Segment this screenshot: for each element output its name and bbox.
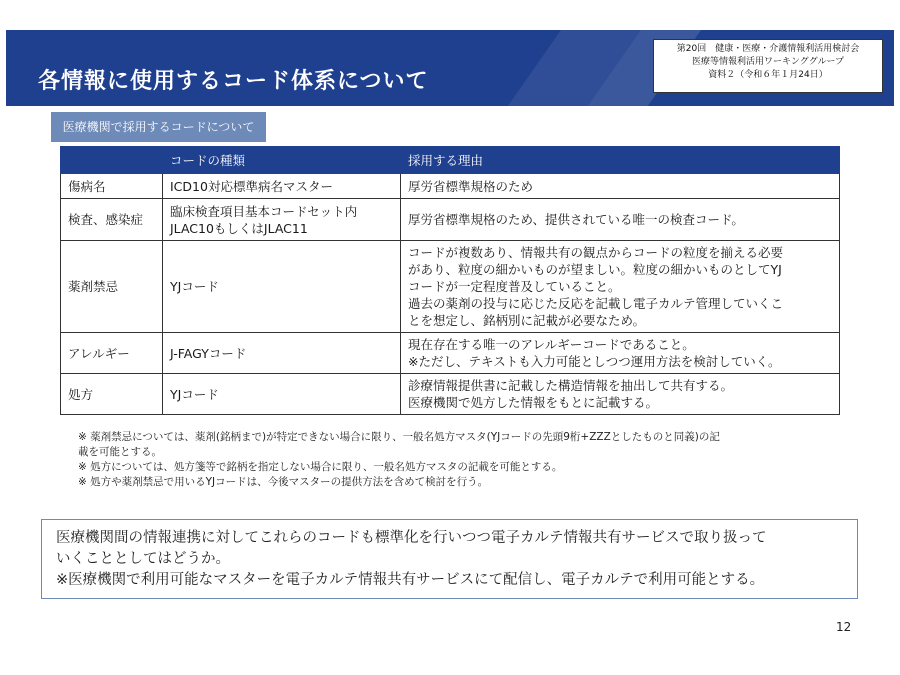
row-reason (401, 174, 840, 199)
row-category: アレルギー (61, 333, 163, 374)
row-category: 傷病名 (61, 174, 163, 199)
reason-line: とを想定し、銘柄別に記載が必要なため。 (408, 313, 646, 328)
meeting-info-box (653, 39, 883, 93)
row-code: YJコード (163, 241, 401, 333)
conclusion-line: ※医療機関で利用可能なマスターを電子カルテ情報共有サービスにて配信し、電子カルテで利用可能とする。 (56, 572, 765, 588)
footnote: 載を可能とする。 (78, 446, 162, 458)
reason-line: 医療機関で処方した情報をもとに記載する。 (408, 395, 659, 410)
table-header-row (61, 147, 840, 174)
header-category (61, 147, 163, 174)
reason-line: コードが一定程度普及していること。 (408, 279, 621, 294)
footnote: ※ 処方については、処方箋等で銘柄を指定しない場合に限り、一般名処方マスタの記載を可能とする。 (78, 461, 563, 473)
row-reason (401, 199, 840, 241)
footnotes (78, 430, 838, 490)
code-line: 臨床検査項目基本コードセット内 (170, 203, 358, 219)
reason-line: 厚労省標準規格のため、提供されている唯一の検査コード。 (408, 212, 744, 227)
reason-line: コードが複数あり、情報共有の観点からコードの粒度を揃える必要 (408, 245, 784, 260)
page-title: 各情報に使用するコード体系について (38, 69, 429, 94)
reason-line: 現在存在する唯一のアレルギーコードであること。 (408, 337, 695, 352)
meeting-line-3: 資料２（令和６年１月24日） (708, 70, 828, 80)
meeting-line-2: 医療等情報利活用ワーキンググループ (691, 57, 844, 67)
header-reason: 採用する理由 (401, 147, 840, 174)
row-reason (401, 374, 840, 415)
row-reason (401, 333, 840, 374)
conclusion-box (41, 519, 858, 599)
footnote: ※ 処方や薬剤禁忌で用いるYJコードは、今後マスターの提供方法を含めて検討を行う。 (78, 476, 489, 488)
reason-line: 過去の薬剤の投与に応じた反応を記載し電子カルテ管理していくこ (408, 296, 784, 311)
table-row (61, 374, 840, 415)
page-number: 12 (836, 620, 852, 634)
reason-line: があり、粒度の細かいものが望ましい。粒度の細かいものとしてYJ (408, 262, 782, 277)
row-code: YJコード (163, 374, 401, 415)
table-row (61, 199, 840, 241)
header-banner (6, 30, 894, 106)
table-row (61, 241, 840, 333)
row-code: ICD10対応標準病名マスター (163, 174, 401, 199)
row-reason (401, 241, 840, 333)
section-tab: 医療機関で採用するコードについて (51, 112, 266, 142)
code-line: JLAC10もしくはJLAC11 (170, 220, 308, 236)
meeting-line-1: 第20回 健康・医療・介護情報利活用検討会 (676, 44, 860, 54)
row-category: 薬剤禁忌 (61, 241, 163, 333)
table-row (61, 333, 840, 374)
row-category: 処方 (61, 374, 163, 415)
row-code: J-FAGYコード (163, 333, 401, 374)
header-code-type: コードの種類 (163, 147, 401, 174)
row-category: 検査、感染症 (61, 199, 163, 241)
conclusion-line: いくこととしてはどうか。 (56, 551, 230, 567)
reason-line: 診療情報提供書に記載した構造情報を抽出して共有する。 (408, 378, 734, 393)
table-row (61, 174, 840, 199)
reason-line: ※ただし、テキストも入力可能としつつ運用方法を検討していく。 (408, 354, 781, 369)
row-code (163, 199, 401, 241)
code-system-table (60, 146, 840, 415)
conclusion-line: 医療機関間の情報連携に対してこれらのコードも標準化を行いつつ電子カルテ情報共有サービスで取り扱って (56, 530, 767, 546)
footnote: ※ 薬剤禁忌については、薬剤(銘柄まで)が特定できない場合に限り、一般名処方マスタ(YJコードの先頭9桁+ZZZとしたものと同義)の記 (78, 431, 720, 443)
reason-line: 厚労省標準規格のため (408, 178, 534, 194)
